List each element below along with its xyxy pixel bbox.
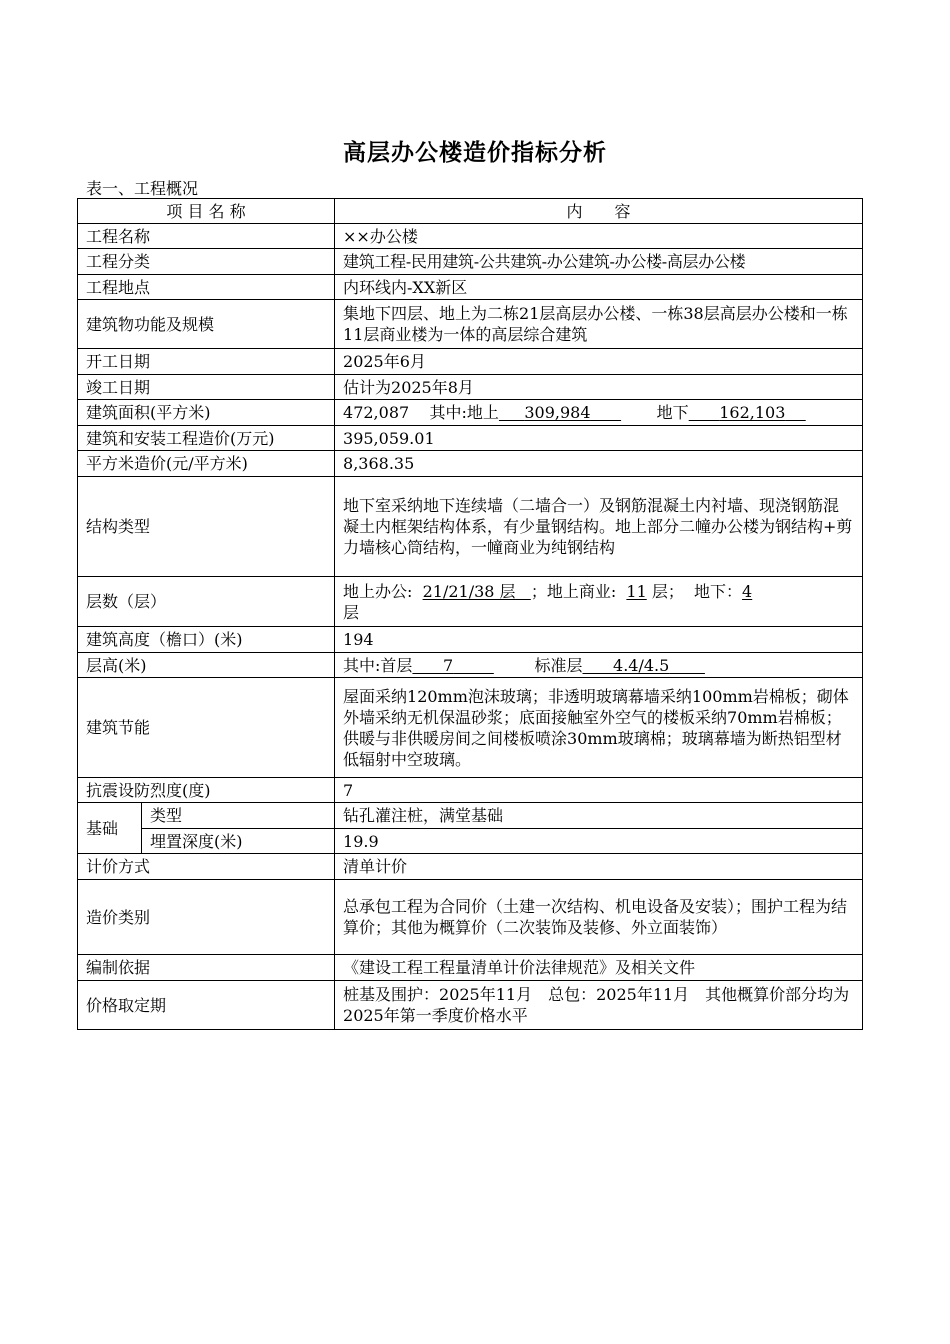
value-seismic: 7 (335, 778, 863, 803)
value-project-category: 建筑工程-民用建筑-公共建筑-办公建筑-办公楼-高层办公楼 (335, 249, 863, 275)
value-structure-type: 地下室采纳地下连续墙（二墙合一）及钢筋混凝土内衬墙、现浇钢筋混凝土内框架结构体系，有少量钢结构。地上部分二幢办公楼为钢结构+剪力墙核心筒结构，一幢商业为纯钢结构 (335, 477, 863, 577)
label-seismic: 抗震设防烈度(度) (78, 778, 335, 803)
header-item-name: 项 目 名 称 (78, 199, 335, 224)
label-storey-height: 层高(米) (78, 653, 335, 678)
value-foundation-depth: 19.9 (335, 829, 863, 854)
label-start-date: 开工日期 (78, 349, 335, 375)
value-pricing-method: 清单计价 (335, 854, 863, 880)
storey-first-label: 其中:首层 (343, 655, 413, 675)
area-above-label: 其中:地上 (429, 403, 499, 422)
label-floor-count: 层数（层） (78, 577, 335, 627)
value-building-area (335, 400, 863, 426)
label-cost-type: 造价类别 (78, 880, 335, 955)
row-unit-cost (78, 451, 863, 477)
value-storey-height (335, 653, 863, 678)
value-cost-type: 总承包工程为合同价（土建一次结构、机电设备及安装）；围护工程为结算价；其他为概算价（二次装饰及装修、外立面装饰） (335, 880, 863, 955)
floors-commercial-unit: 层； (651, 581, 684, 601)
area-below-label: 地下 (656, 403, 689, 422)
row-start-date (78, 349, 863, 375)
header-content: 内 容 (335, 199, 863, 224)
value-start-date: 2025年6月 (335, 349, 863, 375)
storey-first-value: 7 (442, 655, 454, 675)
floors-office-label: 地上办公: (343, 581, 413, 601)
table-header-row (78, 199, 863, 224)
label-basis: 编制依据 (78, 955, 335, 981)
row-cost-type (78, 880, 863, 955)
label-foundation: 基础 (78, 803, 142, 854)
row-floor-count (78, 577, 863, 627)
label-building-function: 建筑物功能及规模 (78, 300, 335, 349)
area-below-value: 162,103 (719, 403, 786, 422)
label-foundation-depth: 埋置深度(米) (142, 829, 335, 854)
floors-commercial-value: 11 (626, 581, 647, 601)
row-foundation-type (78, 803, 863, 829)
label-project-name: 工程名称 (78, 224, 335, 249)
row-construction-cost (78, 426, 863, 451)
row-building-function (78, 300, 863, 349)
label-building-area: 建筑面积(平方米) (78, 400, 335, 426)
value-project-name: ××办公楼 (335, 224, 863, 249)
floors-under-value: 4 (742, 581, 753, 601)
value-finish-date: 估计为2025年8月 (335, 375, 863, 400)
value-price-period: 桩基及围护：2025年11月 总包：2025年11月 其他概算价部分均为2025年第一季度价格水平 (335, 981, 863, 1030)
row-seismic (78, 778, 863, 803)
label-structure-type: 结构类型 (78, 477, 335, 577)
floors-under-label: 地下： (694, 581, 743, 601)
label-price-period: 价格取定期 (78, 981, 335, 1030)
floors-office-value: 21/21/38 层 (422, 581, 516, 601)
row-project-name (78, 224, 863, 249)
page-title: 高层办公楼造价指标分析 (343, 140, 607, 166)
value-building-function: 集地下四层、地上为二栋21层高层办公楼、一栋38层高层办公楼和一栋11层商业楼为一体的高层综合建筑 (335, 300, 863, 349)
row-project-category (78, 249, 863, 275)
row-basis (78, 955, 863, 981)
row-building-area (78, 400, 863, 426)
value-unit-cost: 8,368.35 (335, 451, 863, 477)
table-caption: 表一、工程概况 (86, 179, 199, 198)
value-floor-count (335, 577, 863, 627)
row-project-location (78, 275, 863, 300)
row-storey-height (78, 653, 863, 678)
label-pricing-method: 计价方式 (78, 854, 335, 880)
label-foundation-type: 类型 (142, 803, 335, 829)
label-project-location: 工程地点 (78, 275, 335, 300)
storey-std-label: 标准层 (534, 655, 583, 675)
label-project-category: 工程分类 (78, 249, 335, 275)
area-above-value: 309,984 (524, 403, 591, 422)
project-overview-table (77, 198, 863, 1030)
value-foundation-type: 钻孔灌注桩，满堂基础 (335, 803, 863, 829)
label-construction-cost: 建筑和安装工程造价(万元) (78, 426, 335, 451)
row-pricing-method (78, 854, 863, 880)
storey-std-value: 4.4/4.5 (613, 655, 670, 675)
label-finish-date: 竣工日期 (78, 375, 335, 400)
value-construction-cost: 395,059.01 (335, 426, 863, 451)
row-finish-date (78, 375, 863, 400)
row-foundation-depth (78, 829, 863, 854)
row-price-period (78, 981, 863, 1030)
value-project-location: 内环线内-XX新区 (335, 275, 863, 300)
value-energy-saving: 屋面采纳120mm泡沫玻璃；非透明玻璃幕墙采纳100mm岩棉板；砌体外墙采纳无机保温砂浆；底面接触室外空气的楼板采纳70mm岩棉板；供暖与非供暖房间之间楼板喷涂30mm玻璃棉；玻璃幕墙为断热铝型材低辐射中空玻璃。 (335, 678, 863, 778)
label-energy-saving: 建筑节能 (78, 678, 335, 778)
row-structure-type (78, 477, 863, 577)
floors-under-unit: 层 (343, 602, 360, 622)
value-building-height: 194 (335, 627, 863, 653)
floors-commercial-label: ；地上商业: (530, 581, 617, 601)
row-energy-saving (78, 678, 863, 778)
label-building-height: 建筑高度（檐口）(米) (78, 627, 335, 653)
row-building-height (78, 627, 863, 653)
area-total: 472,087 (343, 403, 410, 422)
label-unit-cost: 平方米造价(元/平方米) (78, 451, 335, 477)
value-basis: 《建设工程工程量清单计价法律规范》及相关文件 (335, 955, 863, 981)
